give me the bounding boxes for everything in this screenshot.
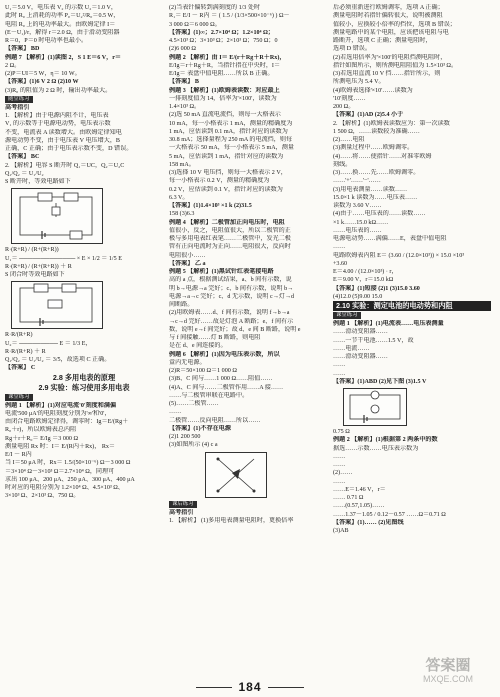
text-line: (3)若选用直流 10 V 挡……指针所示，则: [333, 71, 441, 77]
text-line: ……1.37－1.05 / 0.12－0.57 ……Ω＝0.71 Ω: [333, 511, 446, 518]
text-line: 电阻很小……: [169, 252, 206, 259]
text-line: ……: [333, 478, 346, 485]
text-line: (3)AB: [333, 528, 349, 534]
text-line: 2. 【解析】电容 S 断开时 Q₁＝UC，Q₂＝U₂C: [5, 162, 125, 169]
text-line: 当 I＝50 μA 时，Rx＝ 1.5/(50×10⁻⁶) Ω－3 000 Ω: [5, 460, 131, 467]
text-line: (3)选择 10 V 电压挡，则每一大格表示 2 V，: [169, 170, 287, 176]
text-line: ……: [333, 244, 346, 251]
text-line: V₁ 的示数等于电源电动势，电压表示数: [5, 121, 111, 128]
text-line: →c→d 完好……故是灯泡 A 断路；e、f 间有示: [169, 318, 294, 325]
text-line: 【答案】 C: [5, 365, 36, 372]
text-line: (3)R₀ 的阻值为 2 Ω 时，输出功率最大。: [5, 87, 112, 94]
text-line: ……滑动变阻器……: [333, 329, 388, 336]
text-line: 二极管……反向电阻……所以……: [169, 417, 261, 424]
text-line: ……: [333, 370, 346, 377]
text-line: ……: [169, 409, 182, 416]
text-block: [5, 4, 163, 95]
text-line: E/I － R内: [5, 452, 32, 458]
text-line: 高考指引: [169, 509, 194, 516]
text-line: 例题 1 【解析】(1)电流表……电压表测量: [333, 321, 444, 327]
text-line: E/Ig＝r＋Rg＋R，当指针指在中央时，I＝: [169, 62, 281, 69]
text-line: 一排刻度值为 14，倍率为'×100'，读数为: [169, 95, 277, 102]
text-line: R＝0，P＝0 时电功率也最小。: [5, 38, 88, 44]
text-line: 电源→a→c 完好；c、d 无示数，说明 c→灯→d: [169, 293, 295, 300]
text-line: Rg＋r＋R₀＝ E/Ig ＝3 000 Ω: [5, 435, 79, 442]
text-line: (4)由于……电压表的……读数……: [333, 211, 426, 218]
circuit-diagram: [343, 388, 407, 426]
text-line: (4)……将……使指针……对准零欧姆: [333, 153, 432, 160]
text-line: 例题 5 【解析】(1)黑试针红表笔接电路: [169, 269, 274, 275]
text-line: R₁＝ E/I － R内 ＝ ( 1.5 / (1/3×500×10⁻⁶) ) Ω－: [169, 13, 290, 20]
text-line: 高考指引: [5, 104, 30, 111]
text-line: (3)如图所示 (4) c a: [169, 442, 218, 449]
text-line: 值较小，应换较小倍率的挡位，选项 B 错误；: [333, 21, 456, 28]
text-line: 例题 3 【解析】(1)欧姆表读数：对应最上: [169, 87, 280, 94]
text-line: 电路欧姆表内阻 E＝ (3.60 / (12.0×10³)) × 15.0 ×10³: [333, 252, 465, 259]
text-line: 3 000 Ω＝6 000 Ω。: [169, 21, 221, 28]
text-line: (2)若选用倍率为'×100'的电阻挡测电阻时，: [333, 54, 447, 61]
text-block: [5, 246, 163, 279]
section-heading: 2.9 实验：练习使用多用电表: [38, 382, 130, 392]
text-line: 【答案】(1)…… (2)见图线: [333, 519, 404, 526]
text-line: ×1 k……15.0 kΩ……: [333, 219, 389, 226]
text-line: ……E＝1.46 V，r＝: [333, 486, 386, 493]
text-line: 1.4×10³ Ω。: [169, 104, 201, 110]
text-line: 电流'500 μA'的电阻刻度分别为'∞'和'0'，: [5, 410, 111, 417]
text-line: 高的 a 点，根据测试结果，a、b 间有示数，说: [169, 277, 292, 284]
text-line: (4)A、C 间与……二极管作用……A 接……: [169, 384, 284, 391]
text-line: ……: [333, 362, 346, 369]
text-line: 例题 1 【解析】(1)对应电流'0'刻度和满偏: [5, 402, 117, 409]
text-line: E/Ig＝ 表盘中值电阻……所以 B 正确。: [169, 71, 274, 77]
text-block: [5, 104, 163, 187]
text-line: …… 0.71 Ω: [333, 495, 364, 501]
section-tag: 课后练习: [169, 501, 197, 508]
text-line: 【答案】(1)不存在电源: [169, 425, 231, 432]
text-line: 例题 2 【解析】(1)根据第 2 两条中的数: [333, 437, 438, 444]
text-line: (2)P＝UI＝5 W，η＝ 10 W。: [5, 71, 81, 77]
text-line: 明 b→电源→a 完好；c、b 间有示数，说明 b→: [169, 285, 294, 292]
text-line: 刻线。: [333, 161, 352, 168]
text-line: 与 f 间接触……灯 B 断路，则电阻: [169, 335, 261, 341]
text-line: U₁＝5.0 V，电压表 V₂ 的示数 U₂＝1.0 V，: [5, 5, 117, 11]
text-line: 1 mA，应估读到 0.1 mA，指针对应的读数为: [169, 128, 288, 135]
page-footer: [0, 678, 500, 697]
text-line: 后必须重新进行欧姆调零，选项 A 正确；: [333, 5, 444, 11]
text-line: (2)1 200 500: [169, 434, 201, 440]
text-line: 此时 R₀ 上消耗的功率 P₀＝U₂²/R₀＝0.5 W，: [5, 13, 120, 20]
text-line: 2. 【解析】(1)欧姆表读数应为：第一次读数: [333, 120, 450, 127]
text-block: [5, 331, 163, 372]
text-line: ……: [333, 462, 346, 468]
text-line: 测量电阻 Rx 时：I＝ E/(R内＋Rx)， Rx＝: [5, 443, 116, 450]
text-line: ……'+'……'−'……: [333, 178, 381, 185]
text-block: [333, 428, 491, 535]
text-line: ……一节干电池……1.5 V，故: [333, 337, 414, 344]
text-line: ＝3×10⁴ Ω－3×10³ Ω＝2.7×10⁴ Ω，同理可: [5, 468, 115, 475]
text-line: E＝4.00 / (12.0×10³) · r，: [333, 269, 398, 275]
text-line: (4)欧姆表选择'×10'……读数为: [333, 87, 413, 94]
text-line: 求出 100 μA、200 μA、250 μA、300 μA、400 μA: [5, 476, 135, 483]
text-line: 2 Ω。: [5, 62, 21, 69]
text-line: 【答案】 BC: [5, 154, 40, 161]
text-line: (5)……二极管……: [169, 401, 219, 407]
circuit-diagram: [11, 281, 103, 329]
page-number: 184: [0, 680, 500, 694]
text-line: Q₁/Q₂ ＝ U₁/U₂ ＝ 3/5，故选项 C 正确。: [5, 357, 111, 363]
column-middle: [169, 4, 327, 525]
column-right: [333, 4, 491, 535]
text-line: 例题 6 【解析】(1)因为电压表示数，所以: [169, 351, 280, 358]
text-line: 盒内无电源。: [169, 359, 206, 366]
text-line: 【答案】(1)1.4×10³ ×1 k (2)31.5: [169, 203, 252, 209]
text-line: 正确，C 正确；由于电压表示数不变，D 错误。: [5, 146, 133, 152]
text-line: ……滑动变阻器……: [333, 354, 388, 360]
text-line: ……电压表的……: [333, 227, 382, 234]
text-line: 【答案】(1)ABD (2)见下图 (3)1.5 V: [333, 378, 427, 385]
text-line: 5 mA，应估读到 1 mA，指针对应的读数为: [169, 153, 284, 160]
text-line: 所测电压为 5.4 V。: [333, 79, 385, 86]
text-block: [5, 402, 163, 501]
text-block: [169, 509, 327, 526]
text-line: ……电流……: [333, 345, 370, 352]
text-line: ……与二极管串联在电路中。: [169, 392, 249, 399]
text-line: 极与多用电表红表笔……二极管中，发光二极: [169, 236, 291, 242]
text-line: (2)……电阻: [333, 137, 365, 143]
text-line: 间断路。: [169, 302, 194, 308]
text-line: ……: [333, 453, 346, 460]
text-line: (3)测量过程中……欧姆调零。: [333, 145, 414, 152]
text-line: 数，说明 e→f 间完好；故 d、e 间 B 断路，说明 e: [169, 326, 301, 333]
text-line: 一大格表示 50 mA，每一小格表示 5 mA，测量: [169, 145, 294, 152]
text-line: (2)……: [333, 470, 353, 477]
text-line: R₀＋r)，所以欧姆表总内阻: [5, 427, 77, 434]
text-line: (4)12.0 (5)9.00 15.0: [333, 293, 383, 300]
text-line: 【答案】(1)短接 (2)1 (3)15.0 3.60: [333, 285, 420, 292]
text-line: (2)选 50 mA 直流电流挡，则每一大格表示: [169, 112, 281, 119]
text-line: 200 Ω。: [333, 104, 355, 110]
section-tag: 随堂练习: [5, 96, 33, 103]
text-line: (3)用电表测量……读数……: [333, 186, 408, 193]
text-line: R·R/(R+R) ＋ R: [5, 348, 46, 355]
text-line: 值很小，反之，电阻值很大，所以二极管的正: [169, 227, 291, 234]
text-line: 【答案】(1)6 V 2 Ω (2)10 W: [5, 79, 79, 86]
diode-diagram: [205, 452, 267, 498]
text-line: 15.0×1 k 读数为……电压表……: [333, 194, 418, 201]
text-line: 10 mA，每一小格表示 1 mA，测量的精确度为: [169, 120, 293, 127]
text-block: [169, 4, 327, 450]
text-line: 30.8 mA；选择量程为 250 mA 的电流挡，则每: [169, 137, 293, 143]
text-line: 1. 【解析】 (1)多用电表测量电阻时，更换倍率: [169, 517, 294, 524]
text-line: 0.75 Ω: [333, 429, 350, 435]
text-line: 不变，电流表 A 读数增大。由欧姆定律知电: [5, 129, 122, 136]
text-line: '10'刻度……: [333, 95, 366, 102]
text-line: ……(0.57,1.05)……: [333, 503, 385, 510]
text-line: (2)当表针偏转到满刻度的 1/3 处时: [169, 5, 261, 11]
text-line: 指针如图所示，则所测电阻阻值为 1.5×10³ Ω。: [333, 62, 458, 69]
section-tag: 课堂练习: [333, 312, 361, 319]
text-line: 【答案】 B: [169, 79, 199, 86]
text-line: 4.5×10³ Ω；3×10³ Ω；2×10³ Ω；750 Ω；0: [169, 38, 278, 44]
text-line: +3.60: [333, 260, 348, 267]
text-line: 是在 d、e 间连接的。: [169, 343, 227, 350]
text-line: (3)B、C 间与……1 000 Ω……阻值……: [169, 376, 273, 383]
text-block: [333, 4, 491, 301]
section-tag: 课堂练习: [5, 394, 33, 401]
text-line: R·(R+R) / (R+(R+R)): [5, 247, 59, 254]
text-line: 6.3 V。: [169, 194, 189, 201]
text-line: 158 (3)6.3: [169, 211, 195, 218]
text-line: R·R/(R+R): [5, 332, 33, 339]
circuit-diagram: [11, 188, 103, 244]
text-line: E＝9.00 V，r＝15.0 kΩ: [333, 277, 394, 284]
text-line: U₂＝ ───────── E ＝ 1/3 E，: [5, 340, 92, 347]
text-line: 选项 D 错误。: [333, 46, 371, 53]
text-line: S 断开时，等效电路如下: [5, 179, 71, 185]
text-line: 每一小格表示 0.2 V，测量的精确度为: [169, 178, 270, 185]
text-line: (2)6 000 Ω: [169, 46, 196, 53]
text-line: 管有正向电流时为正向……电阻很大，反向时: [169, 244, 291, 251]
text-line: 【答案】(1)AD (2)5.4 小于: [333, 112, 404, 119]
text-line: (2)R＝50×100 Ω＝1 000 Ω: [169, 368, 237, 374]
section-heading: 2.8 多用电表的原理: [52, 372, 116, 382]
watermark-text: 答案圈: [425, 657, 471, 674]
column-left: [5, 4, 163, 501]
text-line: 【答案】 乙 a: [169, 260, 206, 267]
text-line: 电源电动势……满偏……E，表盘中值电阻: [333, 236, 447, 242]
text-line: 3×10³ Ω、2×10³ Ω、750 Ω。: [5, 493, 80, 500]
text-line: 由闭合电路欧姆定律得，调零时：Ig＝E/(Rg＋: [5, 419, 129, 425]
text-line: 例题 7 【解析】(1)读图 2，S 1 E＝6 V，r＝: [5, 54, 122, 61]
watermark-url: MXQE.COM: [422, 674, 473, 684]
text-line: S 闭合时等效电路如下: [5, 272, 65, 278]
section-heading: 2.10 实验：测定电池的电动势和内阻: [333, 301, 491, 311]
text-line: 电阻 R₀ 上的电功率最大。由欧姆定律 I＝: [5, 21, 116, 28]
text-line: 【答案】(1)∞；2.7×10⁴ Ω；1.2×10⁴ Ω；: [169, 29, 274, 36]
text-line: 例题 2 【解析】由 I＝ E/(r＋Rg＋R＋Rx)，: [169, 54, 286, 61]
text-line: 158 mA。: [169, 161, 195, 168]
text-line: R·(R+R) / (R+(R+R)) ＋ R: [5, 263, 72, 270]
text-line: 路断开，选项 C 正确；测量电阻时，: [333, 38, 432, 44]
text-line: 时对应的电阻分别为 1.2×10⁴ Ω、4.5×10³ Ω、: [5, 485, 124, 491]
text-line: 【答案】 BD: [5, 46, 40, 53]
text-line: 1 500 Ω，……读数较为准确……: [333, 128, 420, 135]
text-block: [333, 320, 491, 386]
text-line: 读数为 3.60 V……: [333, 203, 382, 209]
text-line: (2)用欧姆表……d、f 间有示数，说明 f→b→a: [169, 310, 290, 317]
text-line: Q₁/Q₂ ＝ U₁/U₂: [5, 170, 44, 177]
text-line: U₁＝ ───────────── × E × 1/2 ＝ 1/5 E: [5, 255, 122, 262]
text-line: 测量电路中的某个电阻，应该把该电阻与电: [333, 29, 449, 36]
text-line: (3)……换……先……欧姆调零。: [333, 170, 420, 176]
text-line: (E－U₁)/r，解得 r＝2.0 Ω，由于滑动变阻器: [5, 29, 120, 36]
text-line: 例题 4 【解析】二极管加正向电压时，电阻: [169, 219, 285, 226]
text-line: 测量电阻时若指针偏转很大，说明被测阻: [333, 13, 443, 20]
text-line: 源电动势不变，由于电压表 V 电压增大，B: [5, 137, 120, 144]
text-line: 据选……示数……电压表示数为: [333, 445, 419, 452]
text-line: 1. 【解析】由于电源内阻不计，电压表: [5, 113, 109, 119]
text-line: 0.2 V，应估读到 0.1 V，指针对应的读数为: [169, 186, 283, 193]
